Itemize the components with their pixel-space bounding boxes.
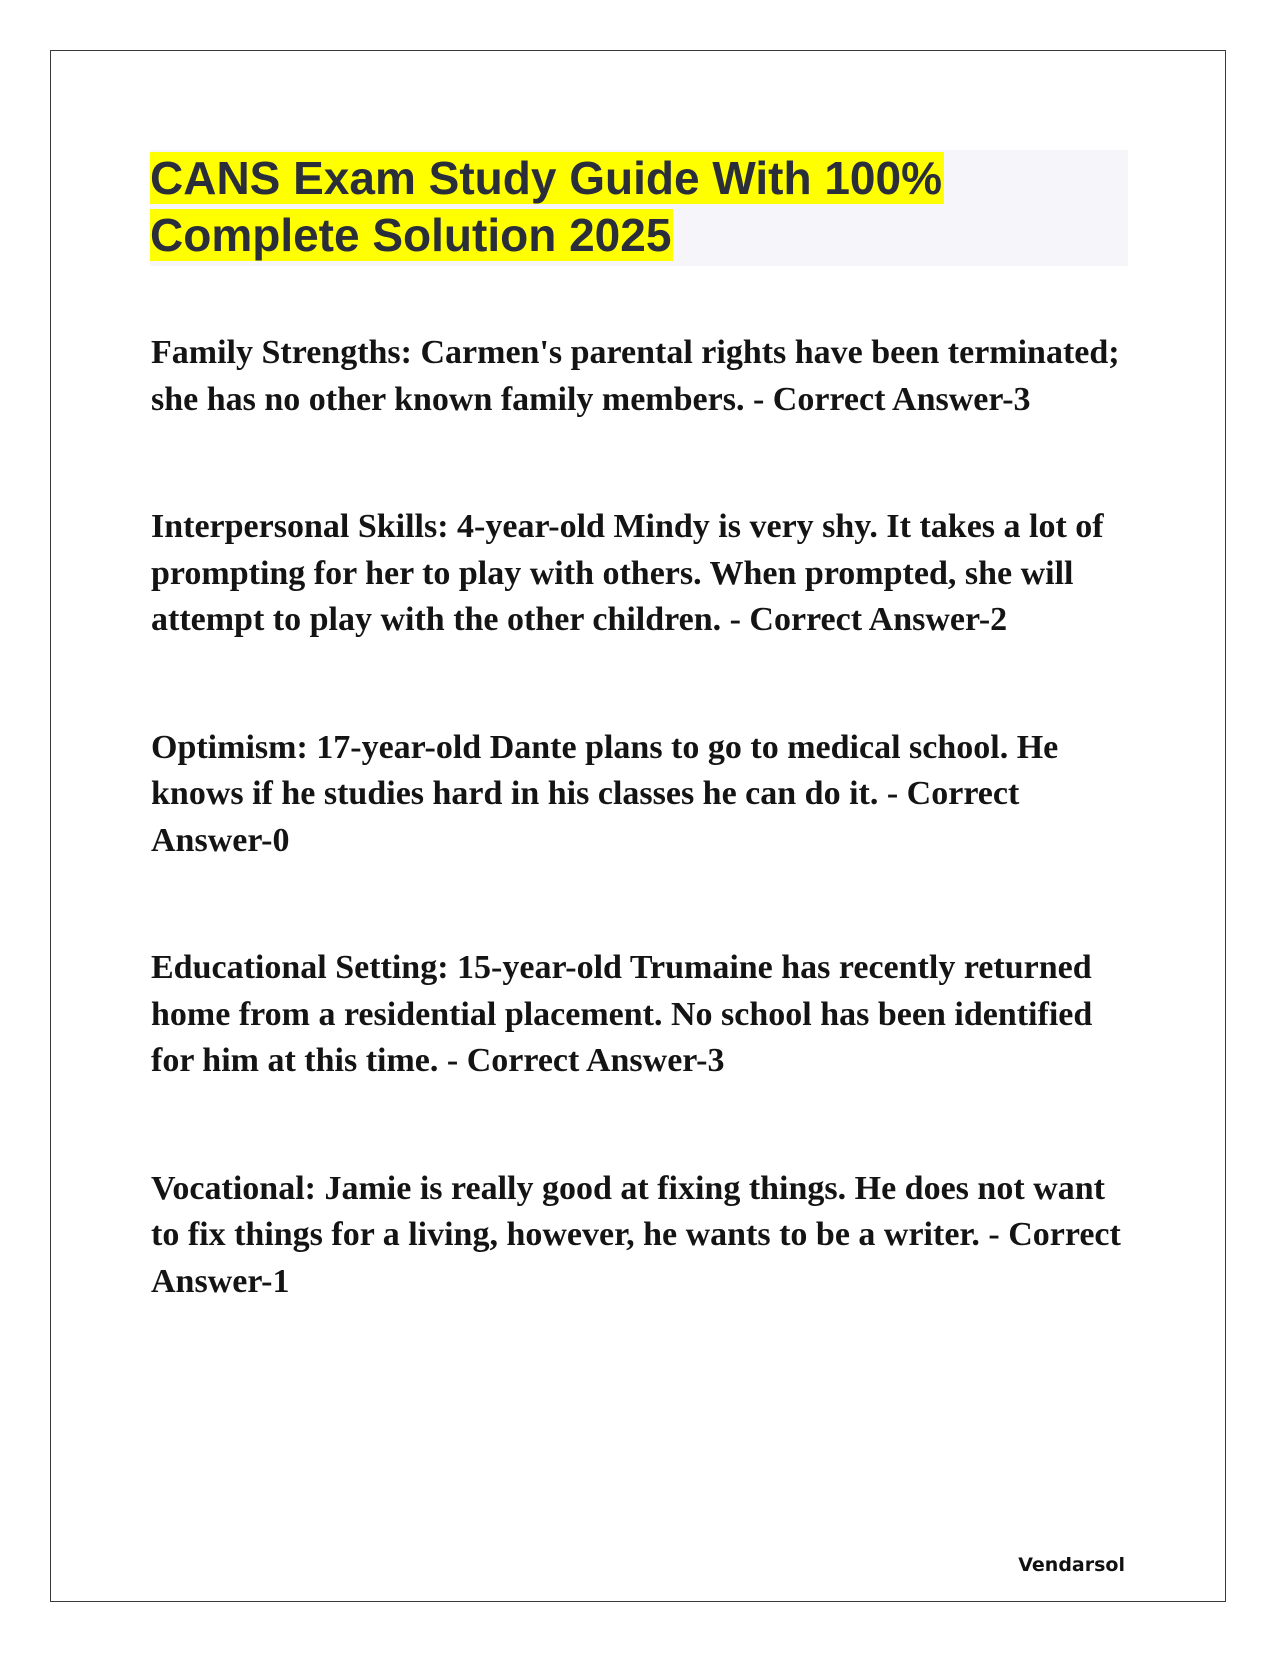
question-item: Vocational: Jamie is really good at fixing things. He does not want to fix things for a living, however, he wants to be a writer. - Correct Answer-1 bbox=[151, 1169, 1121, 1300]
question-item: Family Strengths: Carmen's parental rights have been terminated; she has no other known family members. - Correct Answer-3 bbox=[151, 334, 1120, 418]
document-title-line-1: CANS Exam Study Guide With 100% bbox=[150, 152, 942, 204]
question-item: Interpersonal Skills: 4-year-old Mindy is very shy. It takes a lot of prompting for her to play with others. When prompted, she will attempt to play with the other children. - Correct Answer-2 bbox=[151, 508, 1104, 638]
document-title-line-2: Complete Solution 2025 bbox=[150, 209, 672, 261]
question-item: Optimism: 17-year-old Dante plans to go to medical school. He knows if he studies hard in his classes he can do it. - Correct Answer-0 bbox=[151, 728, 1059, 859]
footer-brand: Vendarsol bbox=[1018, 1554, 1125, 1576]
title-block bbox=[150, 150, 1128, 266]
question-item: Educational Setting: 15-year-old Trumaine has recently returned home from a residential placement. No school has been identified for him at this time. - Correct Answer-3 bbox=[151, 949, 1093, 1079]
question-list bbox=[151, 330, 1131, 1305]
document-title bbox=[150, 150, 1128, 264]
